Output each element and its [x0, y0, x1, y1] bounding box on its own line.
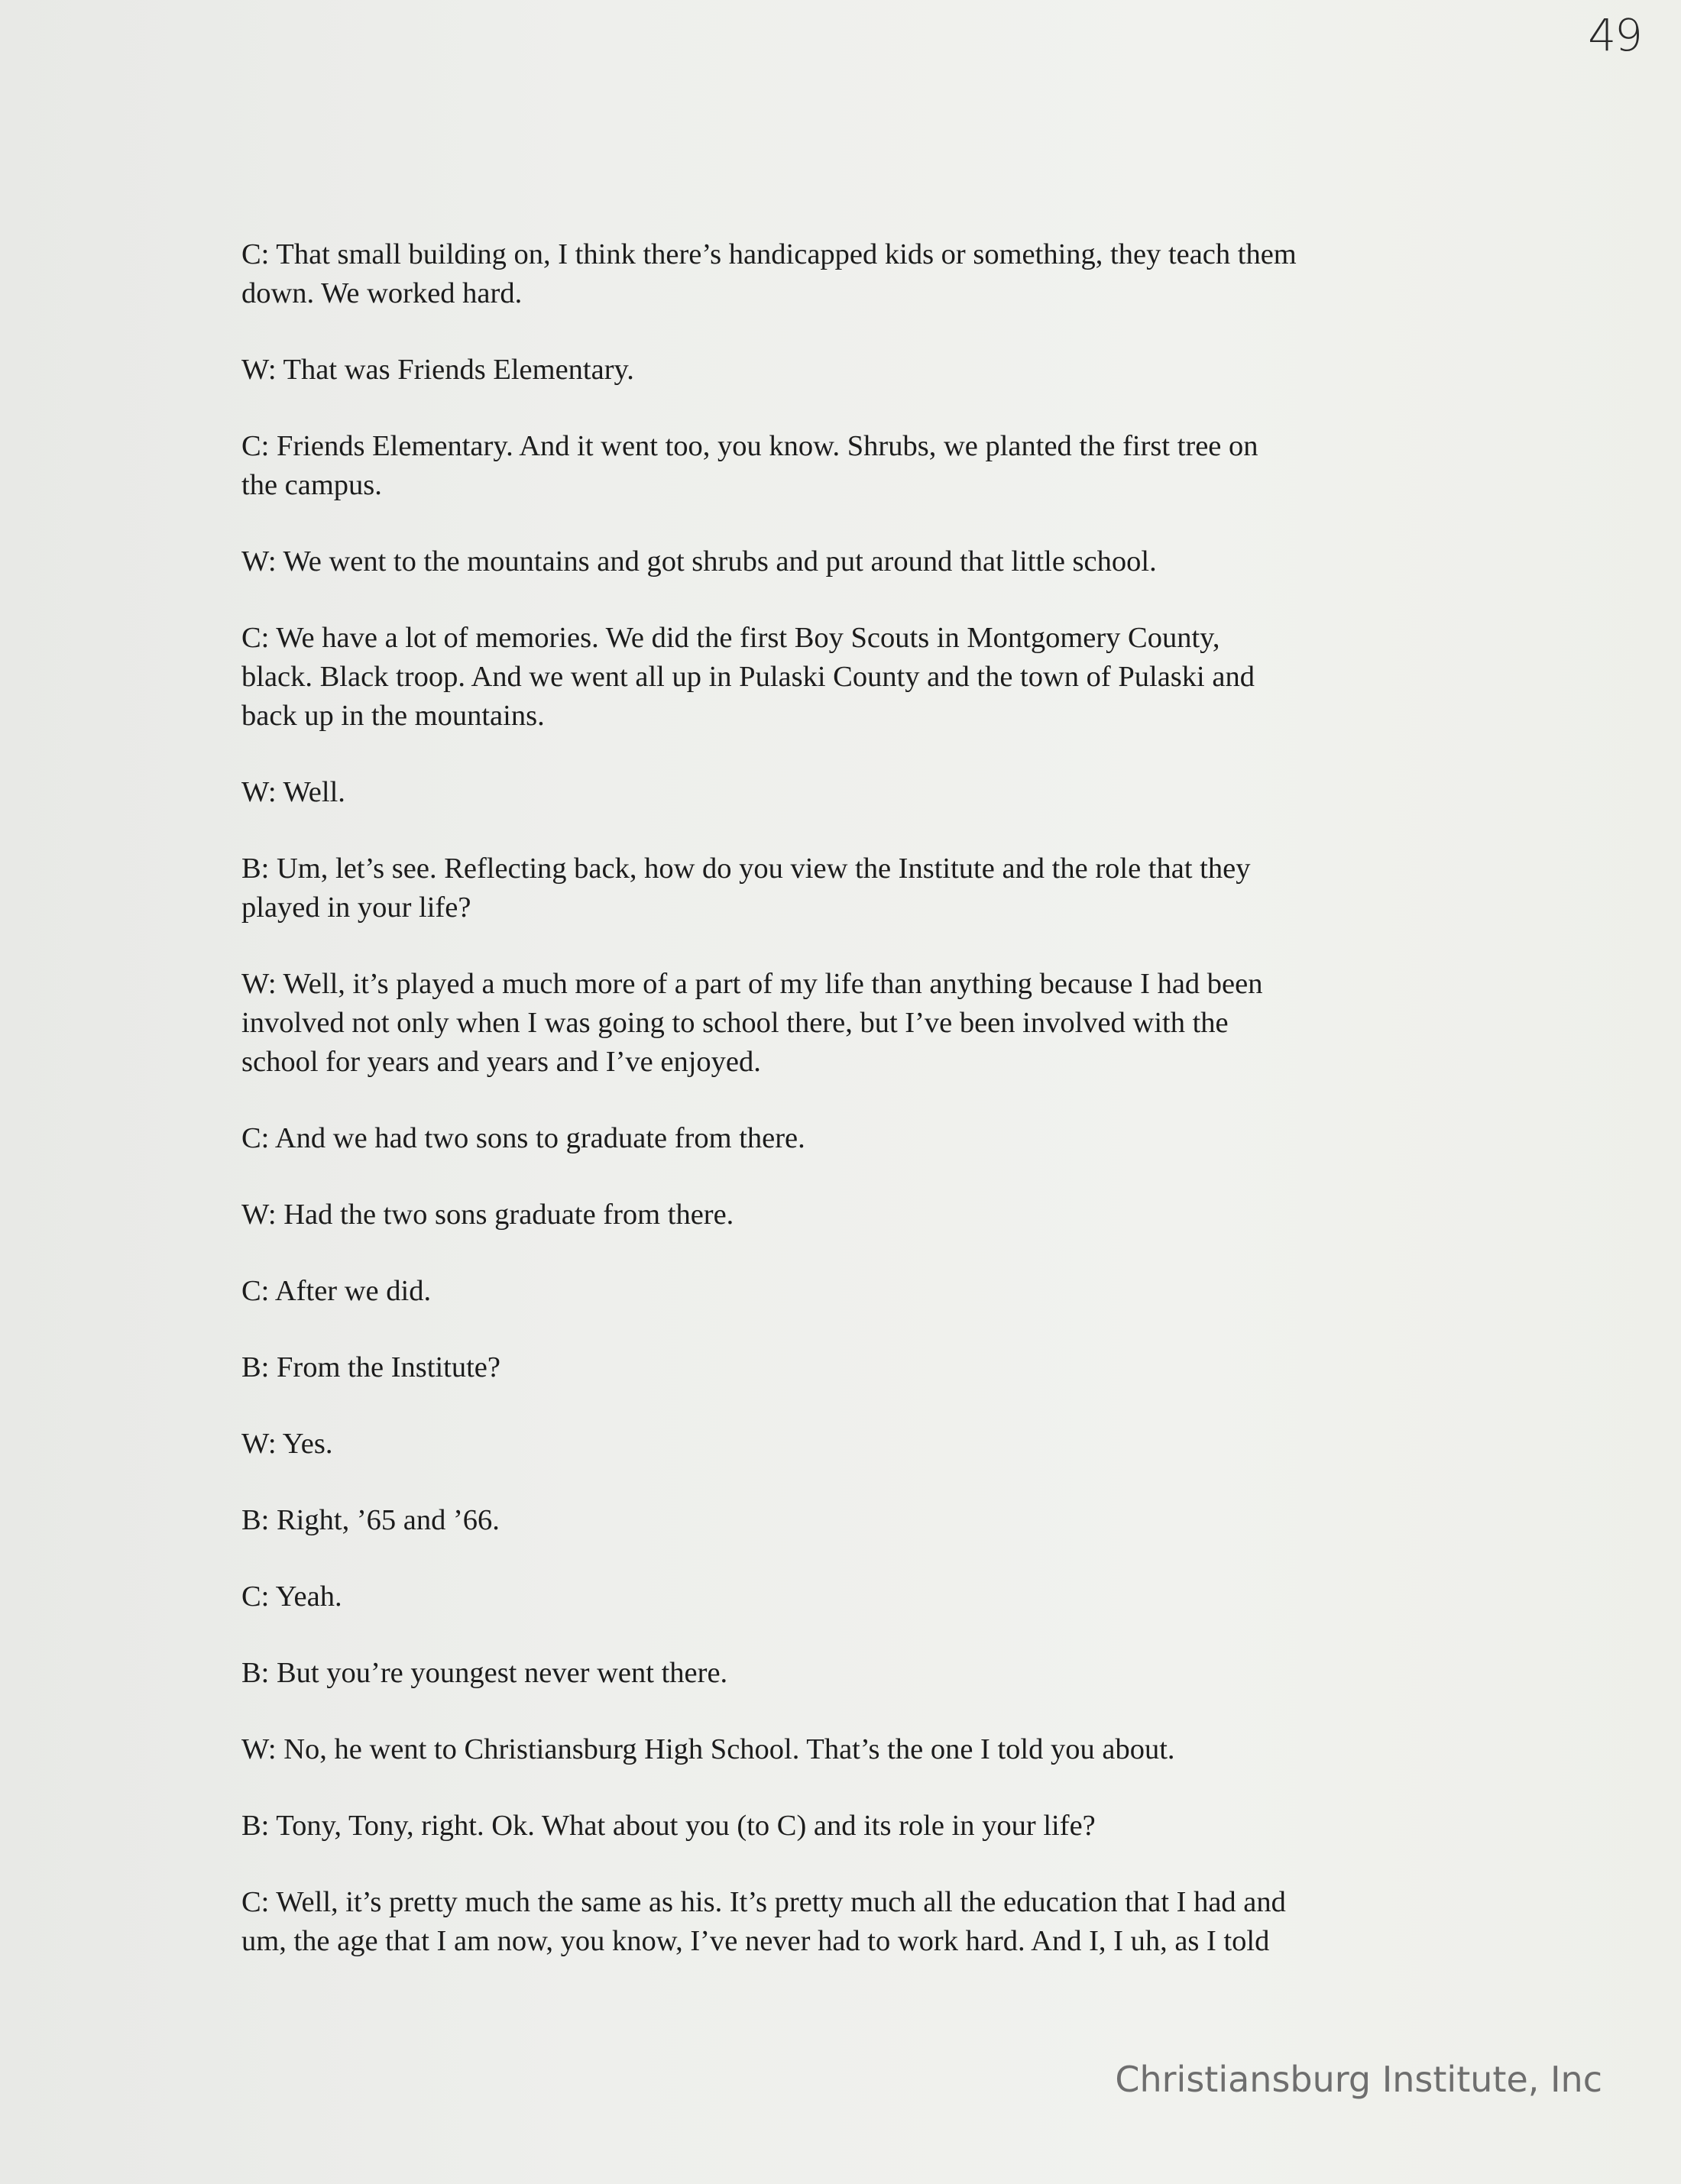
transcript-paragraph [241, 1348, 1479, 1387]
transcript-line: W: We went to the mountains and got shrubs and put around that little school. [241, 545, 1157, 578]
transcript-paragraph [241, 773, 1479, 812]
transcript-paragraph [241, 542, 1479, 581]
transcript-line: W: That was Friends Elementary. [241, 354, 634, 386]
transcript-line: B: Right, ’65 and ’66. [241, 1504, 500, 1536]
transcript-body [241, 235, 1479, 1998]
transcript-line: C: Yeah. [241, 1581, 342, 1613]
page-number: 49 [1588, 9, 1641, 61]
transcript-paragraph [241, 1119, 1479, 1158]
transcript-paragraph [241, 427, 1479, 505]
transcript-line: C: And we had two sons to graduate from there. [241, 1122, 805, 1154]
transcript-line: involved not only when I was going to school there, but I’ve been involved with the [241, 1007, 1229, 1039]
transcript-paragraph [241, 351, 1479, 390]
transcript-line: C: We have a lot of memories. We did the first Boy Scouts in Montgomery County, [241, 622, 1220, 654]
transcript-paragraph [241, 235, 1479, 313]
transcript-line: school for years and years and I’ve enjoyed. [241, 1046, 761, 1078]
transcript-line: down. We worked hard. [241, 277, 523, 309]
transcript-line: black. Black troop. And we went all up in Pulaski County and the town of Pulaski and [241, 661, 1255, 693]
transcript-line: W: Had the two sons graduate from there. [241, 1199, 734, 1231]
transcript-line: W: No, he went to Christiansburg High School. That’s the one I told you about. [241, 1733, 1175, 1765]
transcript-line: B: Tony, Tony, right. Ok. What about you (to C) and its role in your life? [241, 1810, 1096, 1842]
transcript-line: the campus. [241, 469, 382, 501]
transcript-line: C: Friends Elementary. And it went too, you know. Shrubs, we planted the first tree on [241, 430, 1258, 462]
transcript-paragraph [241, 965, 1479, 1082]
transcript-line: B: From the Institute? [241, 1351, 500, 1383]
transcript-line: C: Well, it’s pretty much the same as his. It’s pretty much all the education that I had and [241, 1886, 1286, 1918]
transcript-paragraph [241, 619, 1479, 736]
transcript-paragraph [241, 1577, 1479, 1616]
transcript-paragraph [241, 1730, 1479, 1769]
transcript-line: C: That small building on, I think there’s handicapped kids or something, they teach them [241, 238, 1297, 270]
transcript-line: W: Yes. [241, 1428, 333, 1460]
transcript-line: um, the age that I am now, you know, I’ve never had to work hard. And I, I uh, as I told [241, 1925, 1270, 1957]
transcript-line: played in your life? [241, 891, 471, 924]
transcript-paragraph [241, 1654, 1479, 1693]
transcript-paragraph [241, 1501, 1479, 1540]
transcript-line: W: Well, it’s played a much more of a part of my life than anything because I had been [241, 968, 1263, 1000]
transcript-line: C: After we did. [241, 1275, 432, 1307]
watermark: Christiansburg Institute, Inc [1115, 2059, 1602, 2100]
transcript-paragraph [241, 1196, 1479, 1234]
transcript-line: B: Um, let’s see. Reflecting back, how do you view the Institute and the role that they [241, 853, 1251, 885]
transcript-paragraph [241, 1883, 1479, 1961]
transcript-line: back up in the mountains. [241, 700, 545, 732]
transcript-paragraph [241, 1425, 1479, 1464]
transcript-line: B: But you’re youngest never went there. [241, 1657, 728, 1689]
transcript-line: W: Well. [241, 776, 345, 808]
transcript-paragraph [241, 849, 1479, 927]
transcript-paragraph [241, 1272, 1479, 1311]
transcript-paragraph [241, 1807, 1479, 1846]
